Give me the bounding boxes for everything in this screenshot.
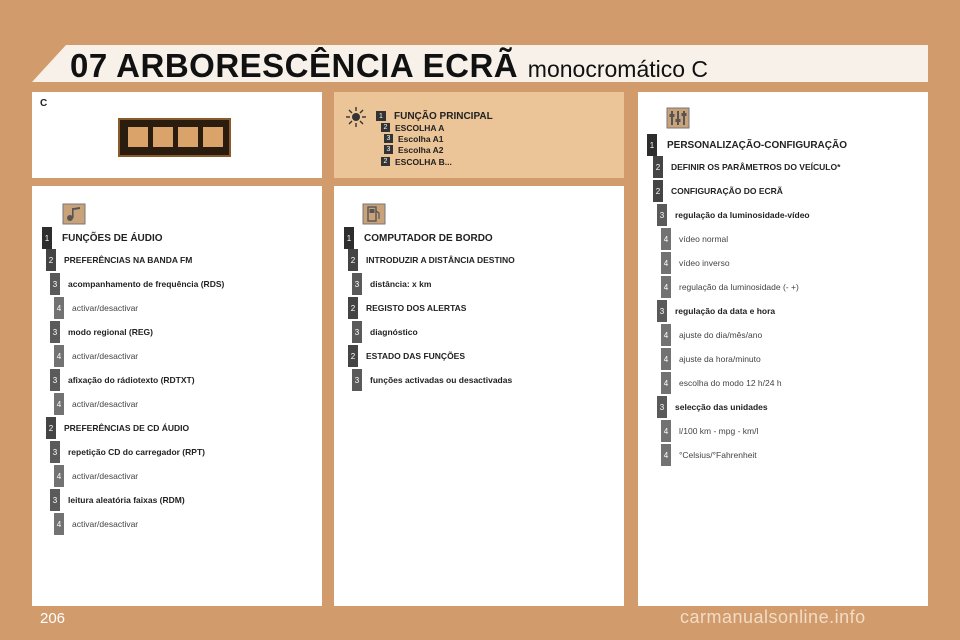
- config-item: 4 ajuste da hora/minuto: [661, 348, 761, 370]
- level-badge: 4: [54, 393, 64, 415]
- trip-item: 2 REGISTO DOS ALERTAS: [348, 297, 466, 319]
- config-item: 4 vídeo normal: [661, 228, 728, 250]
- configuration-panel: [638, 92, 928, 606]
- audio-item: 2 PREFERÊNCIAS DE CD ÁUDIO: [46, 417, 189, 439]
- level-badge: 2: [381, 157, 390, 166]
- trip-item: 3 funções activadas ou desactivadas: [352, 369, 512, 391]
- audio-item: 3 modo regional (REG): [50, 321, 153, 343]
- audio-item: 4 activar/desactivar: [54, 297, 138, 319]
- level-badge: 3: [384, 134, 393, 143]
- level-badge: 4: [54, 465, 64, 487]
- level-badge: 2: [46, 417, 56, 439]
- level-badge: 3: [50, 489, 60, 511]
- audio-mode-icon: [128, 127, 148, 147]
- config-item: 3 regulação da luminosidade-vídeo: [657, 204, 810, 226]
- trip-item: 2 ESTADO DAS FUNÇÕES: [348, 345, 465, 367]
- legend-title: FUNÇÃO PRINCIPAL: [394, 110, 493, 122]
- trip-item: 3 distância: x km: [352, 273, 431, 295]
- level-badge: 4: [661, 228, 671, 250]
- level-badge: 2: [653, 156, 663, 178]
- level-badge: 4: [661, 252, 671, 274]
- brightness-icon: [344, 106, 368, 128]
- level-badge: 4: [661, 324, 671, 346]
- config-item: 4 regulação da luminosidade (- +): [661, 276, 799, 298]
- config-item: 4 escolha do modo 12 h/24 h: [661, 372, 782, 394]
- level-badge: 3: [352, 321, 362, 343]
- config-item: 2 DEFINIR OS PARÂMETROS DO VEÍCULO*: [653, 156, 840, 178]
- config-item: 4 °Celsius/°Fahrenheit: [661, 444, 757, 466]
- audio-item: 3 afixação do rádiotexto (RDTXT): [50, 369, 195, 391]
- level-badge: 4: [54, 513, 64, 535]
- config-mode-icon: [178, 127, 198, 147]
- level-badge: 4: [661, 444, 671, 466]
- level-badge: 3: [50, 273, 60, 295]
- audio-item: 4 activar/desactivar: [54, 345, 138, 367]
- audio-item: 3 leitura aleatória faixas (RDM): [50, 489, 185, 511]
- watermark: carmanualsonline.info: [680, 607, 866, 627]
- audio-panel: [32, 186, 322, 606]
- level-badge: 4: [661, 276, 671, 298]
- level-badge: 1: [647, 134, 657, 156]
- legend-item: 2 ESCOLHA A: [381, 122, 444, 133]
- display-label: C: [40, 98, 48, 109]
- audio-icon: [62, 203, 86, 225]
- config-item: 3 selecção das unidades: [657, 396, 768, 418]
- legend-item: 3 Escolha A2: [384, 144, 444, 155]
- level-badge: 3: [657, 300, 667, 322]
- level-badge: 3: [50, 369, 60, 391]
- fuel-pump-icon: [362, 203, 386, 225]
- level-badge: 4: [661, 372, 671, 394]
- page-subtitle: monocromático C: [527, 56, 709, 82]
- phone-mode-icon: [203, 127, 223, 147]
- audio-item: 4 activar/desactivar: [54, 465, 138, 487]
- main-function-panel: [334, 92, 624, 178]
- level-badge: 2: [348, 297, 358, 319]
- legend-item: 2 ESCOLHA B...: [381, 156, 452, 167]
- audio-item: 4 activar/desactivar: [54, 393, 138, 415]
- page-title: 07 ARBORESCÊNCIA ECRÃ monocromático C: [70, 47, 709, 84]
- level-badge: 3: [50, 321, 60, 343]
- level-badge: 2: [348, 345, 358, 367]
- trip-item: 1 COMPUTADOR DE BORDO: [344, 227, 493, 249]
- level-badge: 4: [661, 348, 671, 370]
- config-item: 3 regulação da data e hora: [657, 300, 775, 322]
- level-badge: 3: [657, 396, 667, 418]
- audio-item: 3 acompanhamento de frequência (RDS): [50, 273, 224, 295]
- level-badge: 3: [352, 273, 362, 295]
- trip-mode-icon: [153, 127, 173, 147]
- display-screen-image: [118, 118, 231, 157]
- trip-item: 3 diagnóstico: [352, 321, 418, 343]
- title-banner: [32, 45, 928, 82]
- level-badge: 4: [54, 345, 64, 367]
- audio-item: 2 PREFERÊNCIAS NA BANDA FM: [46, 249, 192, 271]
- level-badge: 1: [344, 227, 354, 249]
- level-badge: 4: [661, 420, 671, 442]
- audio-item: 4 activar/desactivar: [54, 513, 138, 535]
- level-badge: 2: [381, 123, 390, 132]
- config-item: 4 ajuste do dia/mês/ano: [661, 324, 762, 346]
- level-badge: 2: [348, 249, 358, 271]
- level-badge: 2: [653, 180, 663, 202]
- trip-computer-panel: [334, 186, 624, 606]
- legend-item: 3 Escolha A1: [384, 133, 444, 144]
- level-badge: 2: [46, 249, 56, 271]
- settings-icon: [666, 107, 690, 129]
- trip-item: 2 INTRODUZIR A DISTÂNCIA DESTINO: [348, 249, 515, 271]
- config-item: 1 PERSONALIZAÇÃO-CONFIGURAÇÃO: [647, 134, 847, 156]
- level-badge: 4: [54, 297, 64, 319]
- level-badge: 3: [50, 441, 60, 463]
- level-badge: 3: [657, 204, 667, 226]
- level-badge: 3: [352, 369, 362, 391]
- display-panel: [32, 92, 322, 178]
- config-item: 2 CONFIGURAÇÃO DO ECRÃ: [653, 180, 783, 202]
- level-badge: 1: [376, 111, 386, 121]
- page-number: 206: [40, 610, 66, 627]
- audio-item: 1 FUNÇÕES DE ÁUDIO: [42, 227, 163, 249]
- config-item: 4 vídeo inverso: [661, 252, 730, 274]
- level-badge: 1: [42, 227, 52, 249]
- audio-item: 3 repetição CD do carregador (RPT): [50, 441, 205, 463]
- level-badge: 3: [384, 145, 393, 154]
- legend-level-1: [376, 110, 493, 122]
- config-item: 4 l/100 km - mpg - km/l: [661, 420, 758, 442]
